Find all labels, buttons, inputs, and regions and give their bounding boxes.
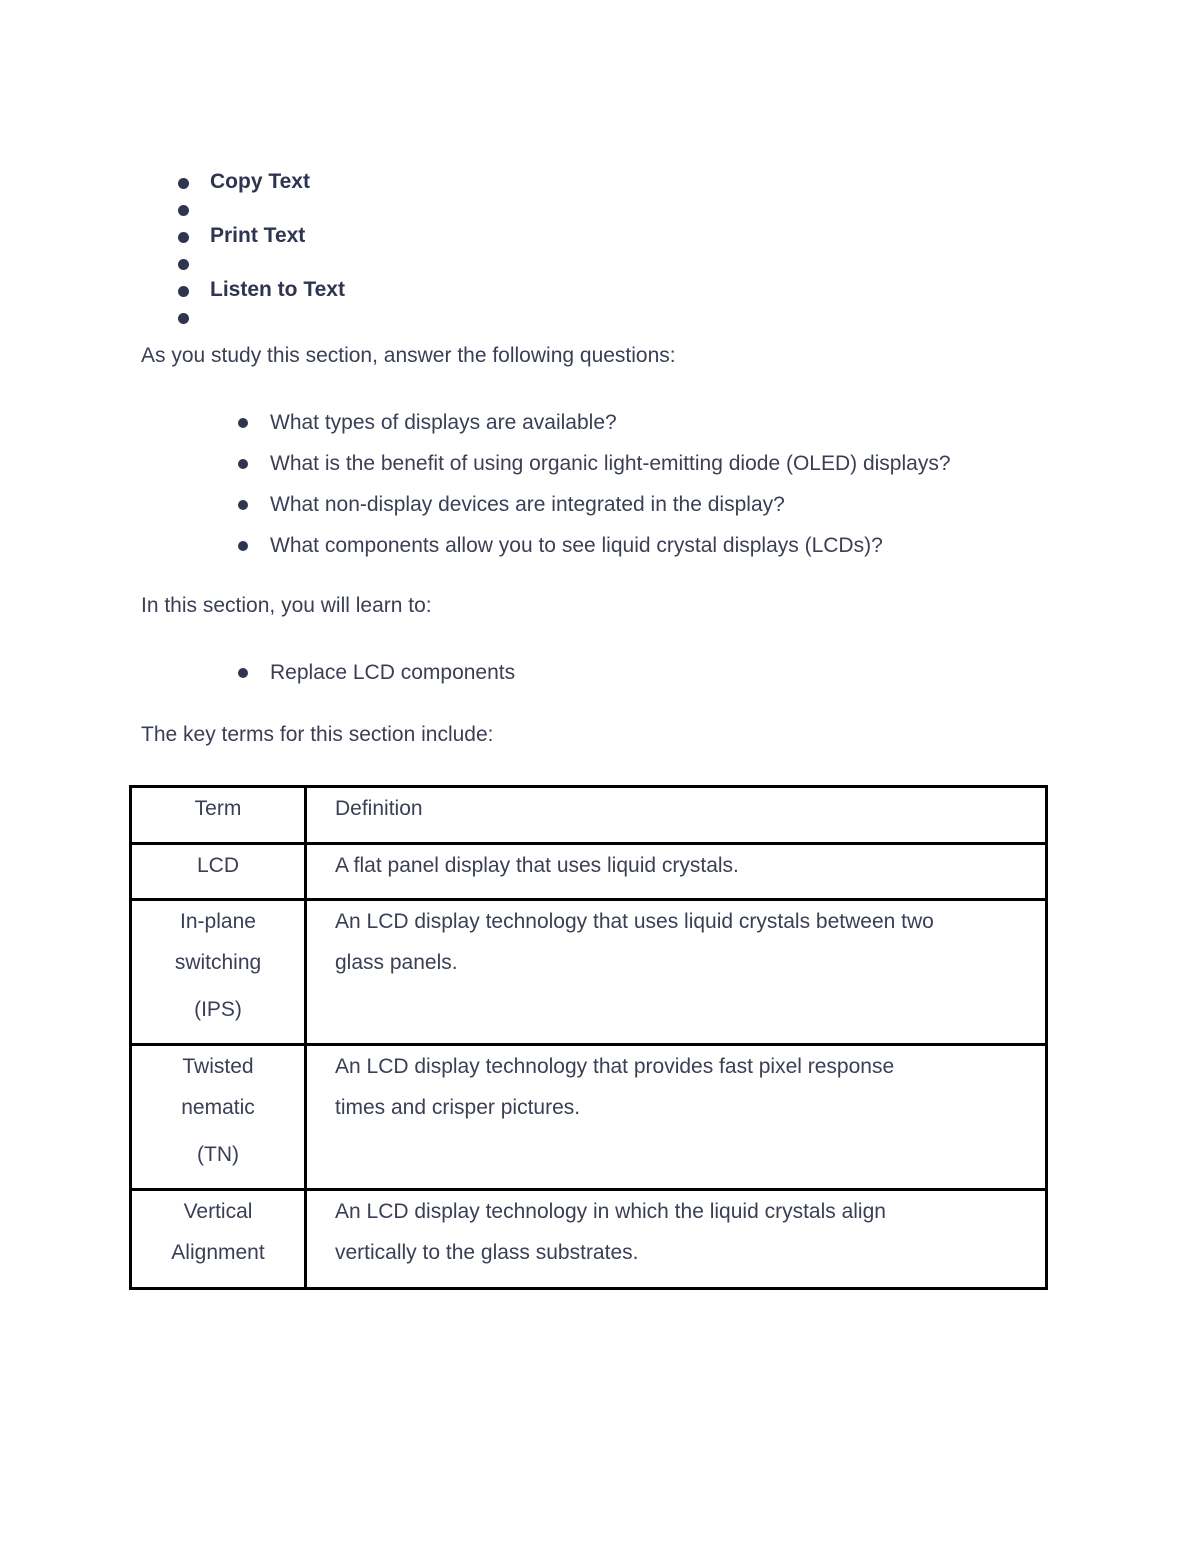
empty-bullet-item <box>176 303 345 330</box>
bullet-icon <box>178 232 189 243</box>
questions-list <box>237 409 951 573</box>
text-actions-list <box>176 168 345 330</box>
bullet-icon <box>178 286 189 297</box>
key-terms-table <box>129 785 1048 1290</box>
copy-text-label: Copy Text <box>210 170 310 193</box>
term-cell: Vertical Alignment <box>131 1190 306 1289</box>
definition-cell: An LCD display technology that provides fast pixel response times and crisper pictures. <box>306 1045 1047 1190</box>
study-prompt: As you study this section, answer the following questions: <box>141 344 676 367</box>
list-item: Replace LCD components <box>237 659 515 700</box>
listen-to-text-label: Listen to Text <box>210 278 345 301</box>
print-text-label: Print Text <box>210 224 306 247</box>
table-header-row <box>131 787 1047 844</box>
key-terms-prompt: The key terms for this section include: <box>141 723 494 746</box>
empty-bullet-item <box>176 195 345 222</box>
bullet-icon <box>178 205 189 216</box>
table-row <box>131 1045 1047 1190</box>
listen-to-text-link[interactable] <box>176 276 345 303</box>
bullet-icon <box>178 259 189 270</box>
definition-header: Definition <box>306 787 1047 844</box>
table-row <box>131 900 1047 1045</box>
print-text-link[interactable] <box>176 222 345 249</box>
list-item: What components allow you to see liquid crystal displays (LCDs)? <box>237 532 951 573</box>
term-cell: LCD <box>131 844 306 900</box>
list-item: What is the benefit of using organic light-emitting diode (OLED) displays? <box>237 450 951 491</box>
bullet-icon <box>178 178 189 189</box>
table-row <box>131 1190 1047 1289</box>
learn-prompt: In this section, you will learn to: <box>141 594 432 617</box>
definition-cell: An LCD display technology that uses liquid crystals between two glass panels. <box>306 900 1047 1045</box>
term-header: Term <box>131 787 306 844</box>
bullet-icon <box>238 541 248 551</box>
term-cell: Twisted nematic (TN) <box>131 1045 306 1190</box>
bullet-icon <box>238 459 248 469</box>
term-cell: In-plane switching (IPS) <box>131 900 306 1045</box>
learn-list <box>237 659 515 700</box>
empty-bullet-item <box>176 249 345 276</box>
list-item: What non-display devices are integrated in the display? <box>237 491 951 532</box>
bullet-icon <box>238 668 248 678</box>
bullet-icon <box>238 418 248 428</box>
definition-cell: An LCD display technology in which the liquid crystals align vertically to the glass substrates. <box>306 1190 1047 1289</box>
definition-cell: A flat panel display that uses liquid crystals. <box>306 844 1047 900</box>
bullet-icon <box>178 313 189 324</box>
bullet-icon <box>238 500 248 510</box>
list-item: What types of displays are available? <box>237 409 951 450</box>
copy-text-link[interactable] <box>176 168 345 195</box>
table-row <box>131 844 1047 900</box>
